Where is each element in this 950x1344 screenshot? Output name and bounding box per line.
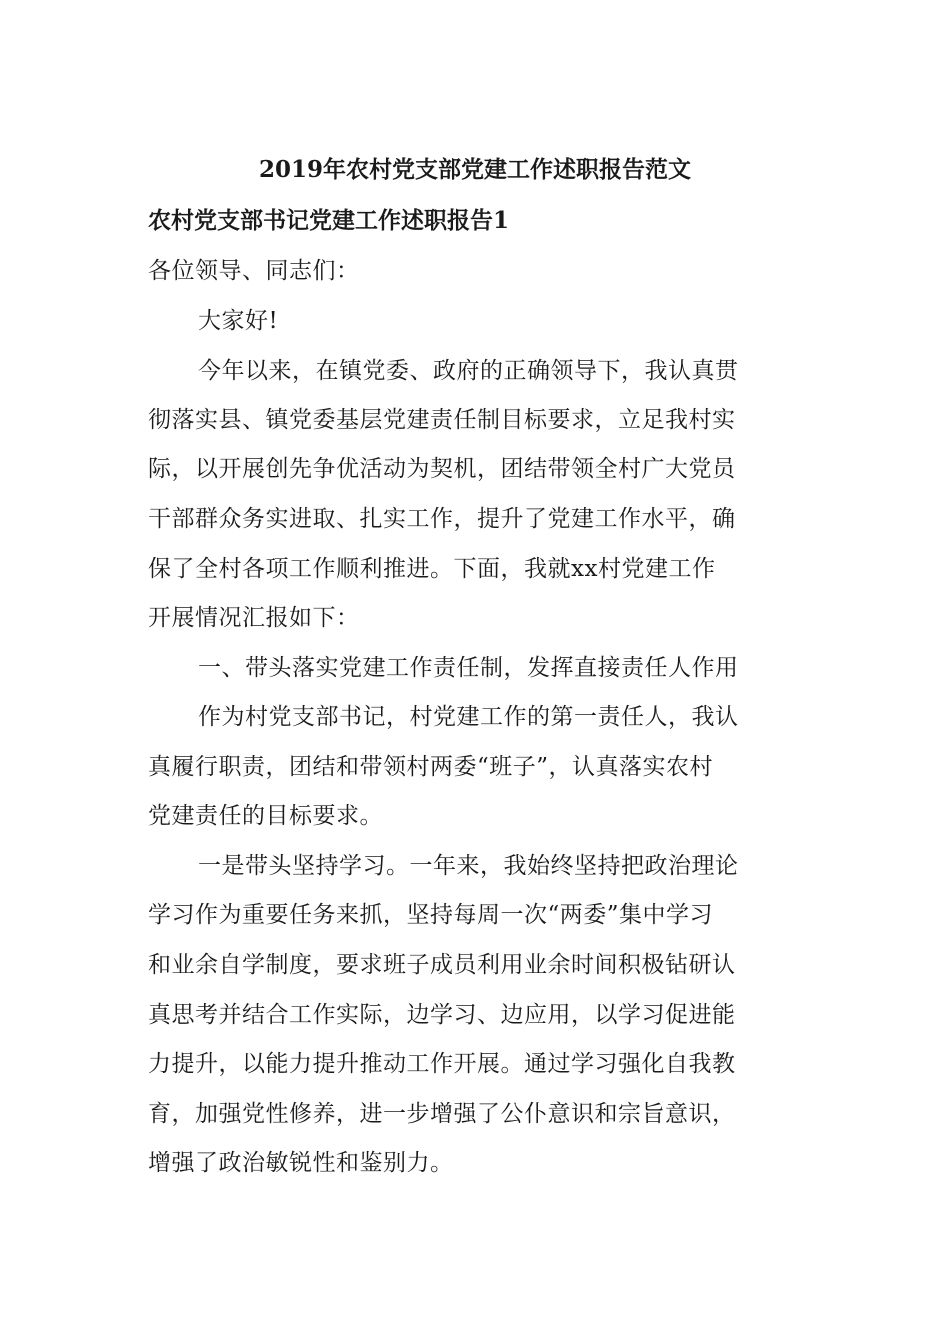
paragraph-line: 和业余自学制度，要求班子成员利用业余时间积极钻研认	[148, 952, 736, 978]
paragraph-line: 彻落实县、镇党委基层党建责任制目标要求，立足我村实	[148, 407, 736, 433]
paragraph-line: 真履行职责，团结和带领村两委“班子”，认真落实农村	[148, 754, 714, 780]
section-heading: 一、带头落实党建工作责任制，发挥直接责任人作用	[198, 655, 739, 681]
paragraph-line: 党建责任的目标要求。	[148, 803, 383, 829]
paragraph-line: 一是带头坚持学习。一年来，我始终坚持把政治理论	[198, 853, 739, 879]
paragraph-line: 学习作为重要任务来抓，坚持每周一次“两委”集中学习	[148, 902, 714, 928]
paragraph-line: 增强了政治敏锐性和鉴别力。	[148, 1150, 454, 1176]
paragraph-line: 真思考并结合工作实际，边学习、边应用，以学习促进能	[148, 1002, 736, 1028]
greeting: 大家好!	[198, 308, 279, 334]
document-subtitle: 农村党支部书记党建工作述职报告1	[148, 207, 510, 234]
salutation: 各位领导、同志们：	[148, 258, 360, 284]
document-title: 2019年农村党支部党建工作述职报告范文	[258, 156, 691, 183]
paragraph-line: 际，以开展创先争优活动为契机，团结带领全村广大党员	[148, 456, 736, 482]
paragraph-line: 力提升，以能力提升推动工作开展。通过学习强化自我教	[148, 1051, 736, 1077]
paragraph-line: 干部群众务实进取、扎实工作，提升了党建工作水平，确	[148, 506, 736, 532]
paragraph-line: 作为村党支部书记，村党建工作的第一责任人，我认	[198, 704, 739, 730]
paragraph-line: 育，加强党性修养，进一步增强了公仆意识和宗旨意识，	[148, 1101, 736, 1127]
paragraph-line: 开展情况汇报如下：	[148, 605, 360, 631]
paragraph-line: 保了全村各项工作顺利推进。下面，我就xx村党建工作	[148, 556, 716, 582]
paragraph-line: 今年以来，在镇党委、政府的正确领导下，我认真贯	[198, 358, 739, 384]
